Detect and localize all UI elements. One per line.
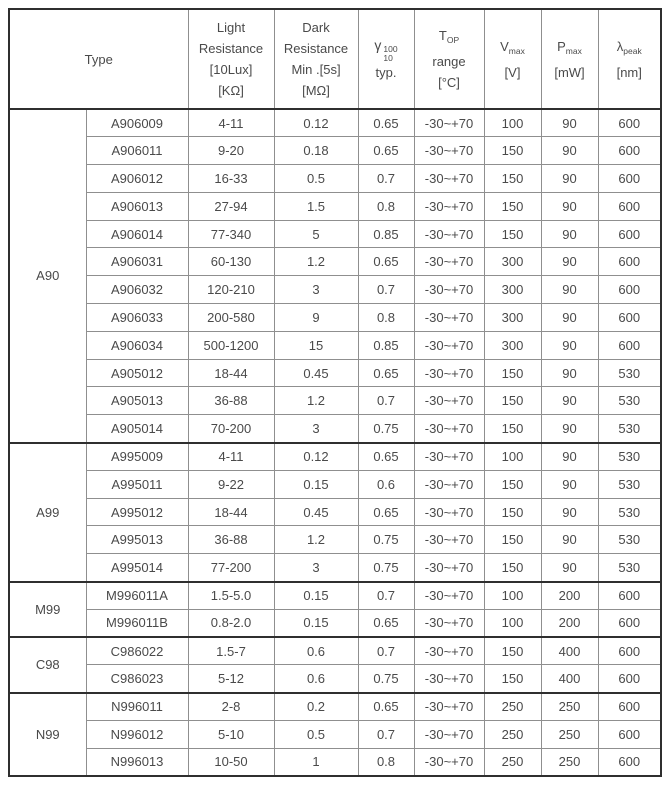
part-number-cell: N996012 <box>86 721 188 749</box>
top-range-cell: -30~+70 <box>414 470 484 498</box>
top-range-cell: -30~+70 <box>414 498 484 526</box>
lambda-peak-cell: 600 <box>598 304 661 332</box>
vmax-cell: 150 <box>484 498 541 526</box>
vmax-cell: 150 <box>484 637 541 665</box>
lambda-peak-cell: 600 <box>598 609 661 637</box>
top-range-cell: -30~+70 <box>414 248 484 276</box>
table-row <box>9 165 661 193</box>
vmax-cell: 100 <box>484 609 541 637</box>
light-resistance-cell: 10-50 <box>188 748 274 776</box>
lambda-peak-cell: 600 <box>598 637 661 665</box>
top-range-cell: -30~+70 <box>414 165 484 193</box>
top-range-cell: -30~+70 <box>414 387 484 415</box>
gamma-cell: 0.75 <box>358 665 414 693</box>
gamma-cell: 0.65 <box>358 498 414 526</box>
table-row <box>9 137 661 165</box>
part-number-cell: A906011 <box>86 137 188 165</box>
lambda-peak-cell: 530 <box>598 554 661 582</box>
top-range-cell: -30~+70 <box>414 331 484 359</box>
gamma-cell: 0.6 <box>358 470 414 498</box>
dark-resistance-cell: 0.45 <box>274 498 358 526</box>
light-resistance-cell: 4-11 <box>188 443 274 471</box>
vmax-cell: 150 <box>484 192 541 220</box>
top-range-cell: -30~+70 <box>414 665 484 693</box>
table-header <box>9 9 661 109</box>
dark-resistance-cell: 5 <box>274 220 358 248</box>
top-range-cell: -30~+70 <box>414 748 484 776</box>
part-number-cell: N996011 <box>86 693 188 721</box>
gamma-cell: 0.7 <box>358 276 414 304</box>
table-row <box>9 721 661 749</box>
part-number-cell: C986022 <box>86 637 188 665</box>
gamma-cell: 0.65 <box>358 359 414 387</box>
gamma-cell: 0.8 <box>358 304 414 332</box>
pmax-cell: 90 <box>541 109 598 137</box>
lambda-peak-cell: 600 <box>598 582 661 610</box>
part-number-cell: A905014 <box>86 415 188 443</box>
dark-resistance-cell: 0.6 <box>274 665 358 693</box>
part-number-cell: A995014 <box>86 554 188 582</box>
type-group-cell: A99 <box>9 443 86 582</box>
light-resistance-cell: 18-44 <box>188 359 274 387</box>
table-row <box>9 248 661 276</box>
light-resistance-cell: 200-580 <box>188 304 274 332</box>
table-row <box>9 665 661 693</box>
vmax-cell: 150 <box>484 415 541 443</box>
pmax-cell: 250 <box>541 748 598 776</box>
table-row <box>9 582 661 610</box>
dark-resistance-cell: 0.5 <box>274 165 358 193</box>
gamma-cell: 0.8 <box>358 192 414 220</box>
dark-resistance-cell: 0.45 <box>274 359 358 387</box>
pmax-cell: 90 <box>541 276 598 304</box>
table-row <box>9 526 661 554</box>
dark-resistance-cell: 0.15 <box>274 609 358 637</box>
vmax-cell: 150 <box>484 526 541 554</box>
col-header-type-label: Type <box>84 51 113 67</box>
gamma-cell: 0.7 <box>358 721 414 749</box>
light-resistance-cell: 70-200 <box>188 415 274 443</box>
dark-resistance-cell: 1.5 <box>274 192 358 220</box>
lambda-peak-cell: 530 <box>598 526 661 554</box>
vmax-cell: 150 <box>484 165 541 193</box>
top-range-cell: -30~+70 <box>414 192 484 220</box>
col-header-vmax: $V_{max}$ [V] <box>484 9 541 109</box>
top-range-cell: -30~+70 <box>414 526 484 554</box>
table-row <box>9 637 661 665</box>
part-number-cell: A906009 <box>86 109 188 137</box>
vmax-cell: 300 <box>484 331 541 359</box>
lambda-peak-cell: 600 <box>598 192 661 220</box>
light-resistance-cell: 5-10 <box>188 721 274 749</box>
dark-resistance-cell: 3 <box>274 276 358 304</box>
lambda-peak-cell: 600 <box>598 721 661 749</box>
lambda-peak-cell: 600 <box>598 276 661 304</box>
light-resistance-cell: 77-200 <box>188 554 274 582</box>
part-number-cell: A906031 <box>86 248 188 276</box>
pmax-cell: 90 <box>541 415 598 443</box>
lambda-peak-cell: 530 <box>598 387 661 415</box>
vmax-cell: 150 <box>484 220 541 248</box>
dark-resistance-cell: 0.2 <box>274 693 358 721</box>
table-row <box>9 331 661 359</box>
pmax-cell: 90 <box>541 387 598 415</box>
part-number-cell: N996013 <box>86 748 188 776</box>
pmax-cell: 250 <box>541 693 598 721</box>
dark-resistance-cell: 1.2 <box>274 387 358 415</box>
pmax-cell: 90 <box>541 304 598 332</box>
vmax-cell: 250 <box>484 693 541 721</box>
dark-resistance-cell: 15 <box>274 331 358 359</box>
light-resistance-cell: 0.8-2.0 <box>188 609 274 637</box>
header-row <box>9 9 661 109</box>
table-row <box>9 276 661 304</box>
light-resistance-cell: 1.5-5.0 <box>188 582 274 610</box>
gamma-cell: 0.7 <box>358 165 414 193</box>
light-resistance-cell: 9-20 <box>188 137 274 165</box>
light-resistance-cell: 1.5-7 <box>188 637 274 665</box>
type-group-cell: M99 <box>9 582 86 638</box>
table-row <box>9 693 661 721</box>
vmax-cell: 150 <box>484 387 541 415</box>
gamma-symbol: γ <box>374 37 382 53</box>
part-number-cell: A995013 <box>86 526 188 554</box>
light-resistance-cell: 9-22 <box>188 470 274 498</box>
dark-resistance-cell: 0.12 <box>274 443 358 471</box>
gamma-cell: 0.7 <box>358 582 414 610</box>
vmax-cell: 100 <box>484 582 541 610</box>
col-header-lambda-peak: $\lambda_{peak}$ [nm] <box>598 9 661 109</box>
light-resistance-cell: 18-44 <box>188 498 274 526</box>
gamma-cell: 0.65 <box>358 609 414 637</box>
gamma-cell: 0.7 <box>358 637 414 665</box>
table-row <box>9 109 661 137</box>
gamma-cell: 0.7 <box>358 387 414 415</box>
vmax-cell: 150 <box>484 554 541 582</box>
col-header-type <box>9 9 188 109</box>
light-resistance-cell: 4-11 <box>188 109 274 137</box>
vmax-cell: 150 <box>484 359 541 387</box>
pmax-cell: 90 <box>541 137 598 165</box>
gamma-cell: 0.65 <box>358 109 414 137</box>
col-header-pmax: $P_{max}$ [mW] <box>541 9 598 109</box>
table-row <box>9 415 661 443</box>
part-number-cell: C986023 <box>86 665 188 693</box>
dark-resistance-cell: 3 <box>274 415 358 443</box>
pmax-cell: 90 <box>541 470 598 498</box>
vmax-cell: 300 <box>484 248 541 276</box>
dark-resistance-cell: 0.18 <box>274 137 358 165</box>
part-number-cell: A995009 <box>86 443 188 471</box>
light-resistance-cell: 36-88 <box>188 387 274 415</box>
lambda-peak-cell: 530 <box>598 498 661 526</box>
light-resistance-cell: 5-12 <box>188 665 274 693</box>
dark-resistance-cell: 3 <box>274 554 358 582</box>
top-range-cell: -30~+70 <box>414 693 484 721</box>
gamma-cell: 0.75 <box>358 526 414 554</box>
top-range-cell: -30~+70 <box>414 637 484 665</box>
dark-resistance-cell: 0.6 <box>274 637 358 665</box>
col-header-gamma: γ 100 10 typ. <box>358 9 414 109</box>
gamma-cell: 0.65 <box>358 443 414 471</box>
table-row <box>9 470 661 498</box>
top-range-cell: -30~+70 <box>414 415 484 443</box>
vmax-cell: 300 <box>484 304 541 332</box>
type-group-cell: C98 <box>9 637 86 693</box>
gamma-cell: 0.75 <box>358 554 414 582</box>
pmax-cell: 90 <box>541 331 598 359</box>
dark-resistance-cell: 0.5 <box>274 721 358 749</box>
pmax-cell: 200 <box>541 582 598 610</box>
top-range-cell: -30~+70 <box>414 276 484 304</box>
gamma-cell: 0.85 <box>358 220 414 248</box>
lambda-peak-cell: 530 <box>598 359 661 387</box>
lambda-peak-cell: 600 <box>598 220 661 248</box>
lambda-peak-cell: 600 <box>598 137 661 165</box>
col-header-light-resistance: Light Resistance [10Lux] [KΩ] <box>188 9 274 109</box>
top-range-cell: -30~+70 <box>414 721 484 749</box>
pmax-cell: 90 <box>541 192 598 220</box>
dark-resistance-cell: 0.15 <box>274 582 358 610</box>
lambda-peak-cell: 600 <box>598 748 661 776</box>
lambda-peak-cell: 530 <box>598 443 661 471</box>
light-resistance-cell: 2-8 <box>188 693 274 721</box>
light-resistance-cell: 36-88 <box>188 526 274 554</box>
top-range-cell: -30~+70 <box>414 609 484 637</box>
part-number-cell: A906033 <box>86 304 188 332</box>
gamma-ratio: 100 10 <box>383 44 398 63</box>
top-range-cell: -30~+70 <box>414 582 484 610</box>
pmax-cell: 400 <box>541 665 598 693</box>
col-header-dark-resistance: Dark Resistance Min .[5s] [MΩ] <box>274 9 358 109</box>
pmax-cell: 90 <box>541 220 598 248</box>
vmax-cell: 100 <box>484 443 541 471</box>
vmax-cell: 100 <box>484 109 541 137</box>
light-resistance-cell: 27-94 <box>188 192 274 220</box>
lambda-peak-cell: 600 <box>598 693 661 721</box>
part-number-cell: M996011B <box>86 609 188 637</box>
part-number-cell: M996011A <box>86 582 188 610</box>
lambda-peak-cell: 600 <box>598 331 661 359</box>
top-range-cell: -30~+70 <box>414 304 484 332</box>
table-row <box>9 387 661 415</box>
vmax-cell: 150 <box>484 137 541 165</box>
part-number-cell: A905013 <box>86 387 188 415</box>
dark-resistance-cell: 9 <box>274 304 358 332</box>
table-row <box>9 554 661 582</box>
top-range-cell: -30~+70 <box>414 109 484 137</box>
part-number-cell: A906012 <box>86 165 188 193</box>
gamma-cell: 0.65 <box>358 693 414 721</box>
vmax-cell: 250 <box>484 748 541 776</box>
dark-resistance-cell: 1.2 <box>274 526 358 554</box>
pmax-cell: 90 <box>541 248 598 276</box>
part-number-cell: A906013 <box>86 192 188 220</box>
vmax-cell: 150 <box>484 470 541 498</box>
table-row <box>9 304 661 332</box>
lambda-peak-cell: 600 <box>598 248 661 276</box>
top-range-cell: -30~+70 <box>414 137 484 165</box>
dark-resistance-cell: 0.15 <box>274 470 358 498</box>
pmax-cell: 400 <box>541 637 598 665</box>
lambda-peak-cell: 600 <box>598 665 661 693</box>
pmax-cell: 90 <box>541 443 598 471</box>
part-number-cell: A906034 <box>86 331 188 359</box>
light-resistance-cell: 60-130 <box>188 248 274 276</box>
gamma-cell: 0.8 <box>358 748 414 776</box>
gamma-cell: 0.75 <box>358 415 414 443</box>
lambda-peak-cell: 600 <box>598 109 661 137</box>
table-row <box>9 192 661 220</box>
pmax-cell: 90 <box>541 526 598 554</box>
top-range-cell: -30~+70 <box>414 443 484 471</box>
table-row <box>9 220 661 248</box>
part-number-cell: A906032 <box>86 276 188 304</box>
col-header-top-range: $T_{OP}$ range [°C] <box>414 9 484 109</box>
pmax-cell: 90 <box>541 359 598 387</box>
part-number-cell: A995012 <box>86 498 188 526</box>
vmax-cell: 250 <box>484 721 541 749</box>
type-group-cell: A90 <box>9 109 86 443</box>
table-body <box>9 109 661 776</box>
pmax-cell: 90 <box>541 165 598 193</box>
table-row <box>9 359 661 387</box>
part-number-cell: A995011 <box>86 470 188 498</box>
light-resistance-cell: 16-33 <box>188 165 274 193</box>
spec-table <box>8 8 662 777</box>
lambda-peak-cell: 530 <box>598 470 661 498</box>
lambda-peak-cell: 530 <box>598 415 661 443</box>
lambda-peak-cell: 600 <box>598 165 661 193</box>
table-row <box>9 748 661 776</box>
gamma-cell: 0.85 <box>358 331 414 359</box>
dark-resistance-cell: 1.2 <box>274 248 358 276</box>
light-resistance-cell: 77-340 <box>188 220 274 248</box>
top-range-cell: -30~+70 <box>414 359 484 387</box>
part-number-cell: A906014 <box>86 220 188 248</box>
gamma-cell: 0.65 <box>358 248 414 276</box>
gamma-cell: 0.65 <box>358 137 414 165</box>
dark-resistance-cell: 0.12 <box>274 109 358 137</box>
dark-resistance-cell: 1 <box>274 748 358 776</box>
top-range-cell: -30~+70 <box>414 554 484 582</box>
top-range-cell: -30~+70 <box>414 220 484 248</box>
pmax-cell: 250 <box>541 721 598 749</box>
part-number-cell: A905012 <box>86 359 188 387</box>
table-row <box>9 609 661 637</box>
pmax-cell: 200 <box>541 609 598 637</box>
vmax-cell: 300 <box>484 276 541 304</box>
light-resistance-cell: 500-1200 <box>188 331 274 359</box>
pmax-cell: 90 <box>541 498 598 526</box>
type-group-cell: N99 <box>9 693 86 776</box>
light-resistance-cell: 120-210 <box>188 276 274 304</box>
vmax-cell: 150 <box>484 665 541 693</box>
pmax-cell: 90 <box>541 554 598 582</box>
table-row <box>9 443 661 471</box>
table-row <box>9 498 661 526</box>
